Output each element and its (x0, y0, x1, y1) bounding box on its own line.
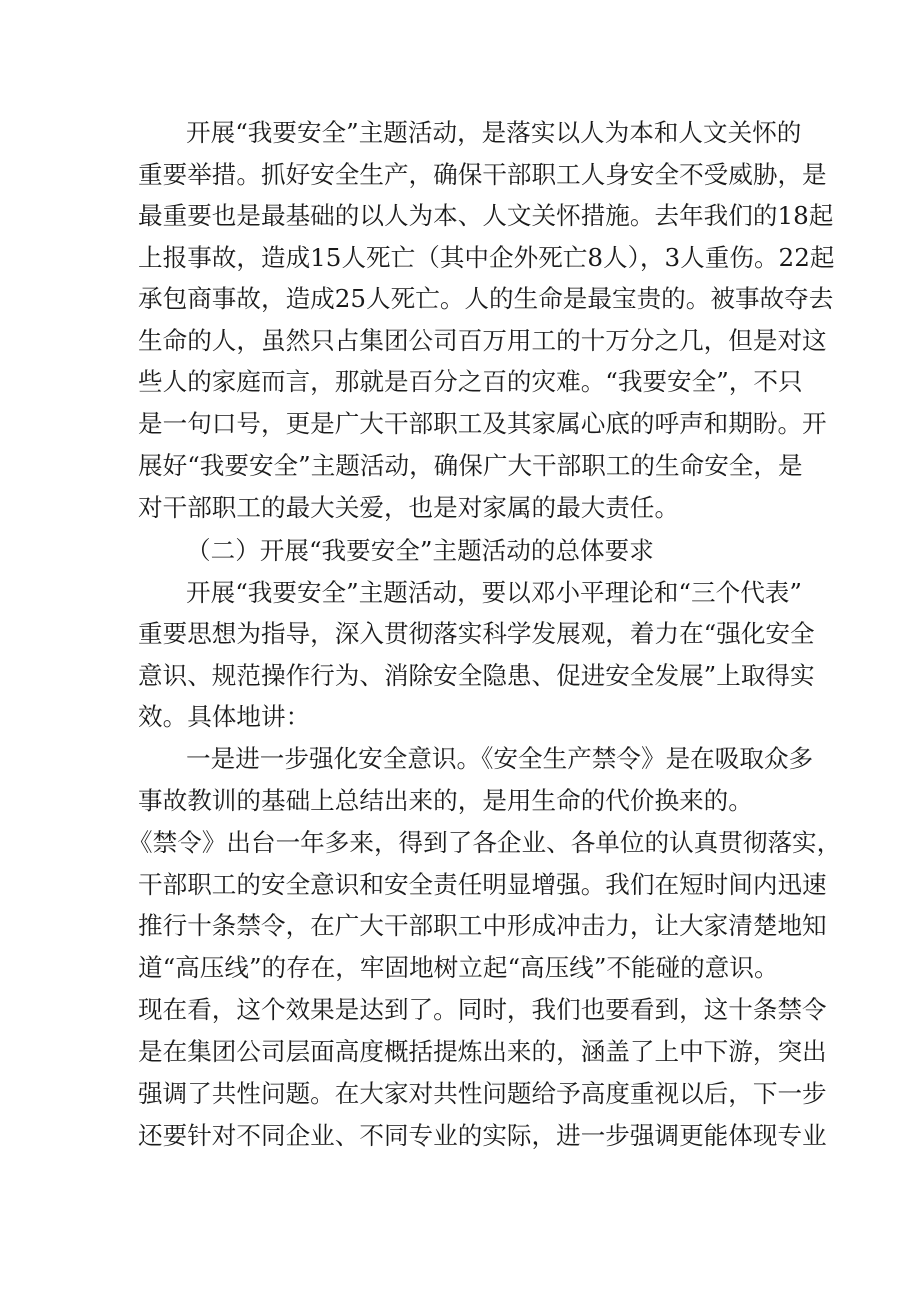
text-line-2: 重要举措。抓好安全生产，确保干部职工人身安全不受威胁，是 (138, 160, 827, 189)
text-line-23: 是在集团公司层面高度概括提炼出来的，涵盖了上中下游，突出 (138, 1037, 827, 1066)
text-line-12: 开展“我要安全”主题活动，要以邓小平理论和“三个代表” (186, 578, 802, 607)
text-line-14: 意识、规范操作行为、消除安全隐患、促进安全发展”上取得实 (138, 661, 815, 690)
text-line-6: 生命的人，虽然只占集团公司百万用工的十万分之几，但是对这 (138, 326, 827, 355)
text-line-5: 承包商事故，造成25人死亡。人的生命是最宝贵的。被事故夺去 (138, 284, 834, 313)
text-line-21: 道“高压线”的存在，牢固地树立起“高压线”不能碰的意识。 (138, 953, 779, 982)
text-line-22: 现在看，这个效果是达到了。同时，我们也要看到，这十条禁令 (138, 995, 827, 1024)
text-line-1: 开展“我要安全”主题活动，是落实以人为本和人文关怀的 (186, 118, 802, 147)
text-line-20: 推行十条禁令，在广大干部职工中形成冲击力，让大家清楚地知 (138, 911, 827, 940)
text-line-8: 是一句口号，更是广大干部职工及其家属心底的呼声和期盼。开 (138, 409, 827, 438)
text-line-17: 事故教训的基础上总结出来的，是用生命的代价换来的。 (138, 786, 753, 815)
text-line-7: 些人的家庭而言，那就是百分之百的灾难。“我要安全”，不只 (138, 367, 803, 396)
text-line-15: 效。具体地讲： (138, 702, 311, 731)
section-heading: （二）开展“我要安全”主题活动的总体要求 (186, 536, 654, 565)
text-line-16: 一是进一步强化安全意识。《安全生产禁令》是在吸取众多 (186, 744, 814, 773)
text-line-9: 展好“我要安全”主题活动，确保广大干部职工的生命安全，是 (138, 451, 803, 480)
text-line-18: 《禁令》出台一年多来，得到了各企业、各单位的认真贯彻落实， (128, 828, 842, 857)
text-line-25: 还要针对不同企业、不同专业的实际，进一步强调更能体现专业 (138, 1121, 827, 1150)
text-line-10: 对干部职工的最大关爱，也是对家属的最大责任。 (138, 493, 680, 522)
text-line-24: 强调了共性问题。在大家对共性问题给予高度重视以后，下一步 (138, 1079, 827, 1108)
text-line-19: 干部职工的安全意识和安全责任明显增强。我们在短时间内迅速 (138, 870, 827, 899)
text-line-3: 最重要也是最基础的以人为本、人文关怀措施。去年我们的18起 (138, 201, 834, 230)
text-line-4: 上报事故，造成15人死亡（其中企外死亡8人），3人重伤。22起 (138, 243, 835, 272)
text-line-13: 重要思想为指导，深入贯彻落实科学发展观，着力在“强化安全 (138, 619, 815, 648)
